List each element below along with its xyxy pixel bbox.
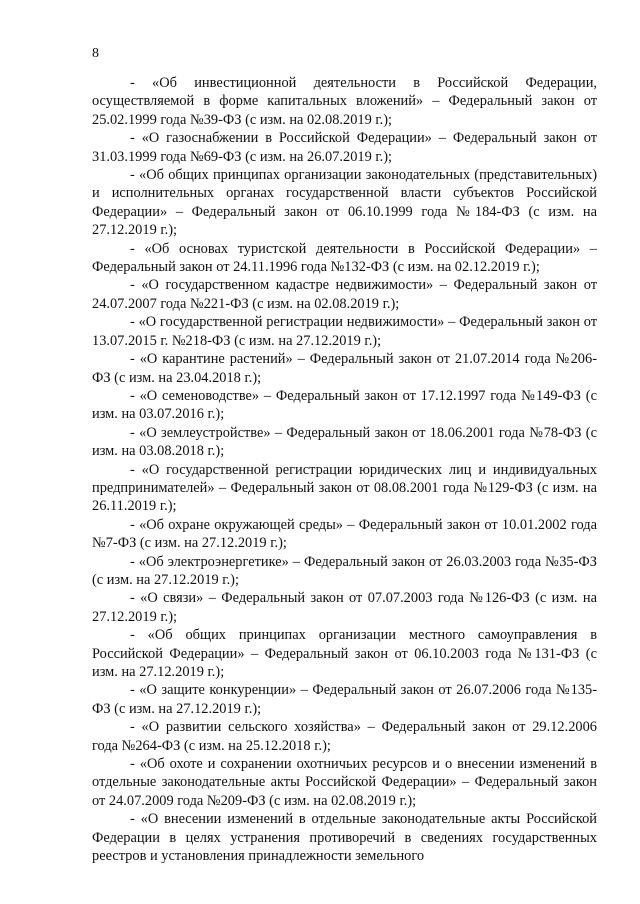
law-item: - «О государственной регистрации юридических лиц и индивидуальных предпринимателей» – Федеральный закон от 08.08.2001 года №129-ФЗ (с изм. на 26.11.2019 г.); bbox=[92, 461, 597, 515]
law-item: - «Об электроэнергетике» – Федеральный закон от 26.03.2003 года №35-ФЗ (с изм. на 27.12.2019 г.); bbox=[92, 553, 597, 588]
law-item: - «Об охоте и сохранении охотничьих ресурсов и о внесении изменений в отдельные законодательные акты Российской Федерации» – Федеральный закон от 24.07.2009 года №209-ФЗ (с изм. на 02.08.2019 г.); bbox=[92, 756, 597, 809]
law-item: - «Об охране окружающей среды» – Федеральный закон от 10.01.2002 года №7-ФЗ (с изм. на 27.12.2019 г.); bbox=[92, 516, 597, 552]
page-number: 8 bbox=[92, 46, 99, 61]
law-item: - «Об общих принципах организации местного самоуправления в Российской Федерации» – Федеральный закон от 06.10.2003 года №131-ФЗ (с изм. на 27.12.2019 г.); bbox=[92, 627, 597, 680]
document-body bbox=[92, 74, 597, 865]
law-item: - «О государственной регистрации недвижимости» – Федеральный закон от 13.07.2015 г. №218-ФЗ (с изм. на 27.12.2019 г.); bbox=[92, 314, 597, 349]
law-item: - «Об общих принципах организации законодательных (представительных) и исполнительных органах государственной власти субъектов Российской Федерации» – Федеральный закон от 06.10.1999 года №184-ФЗ (с изм. на 27.12.2019 г.); bbox=[92, 167, 597, 239]
law-item: - «О государственном кадастре недвижимости» – Федеральный закон от 24.07.2007 года №221-ФЗ (с изм. на 02.08.2019 г.); bbox=[92, 277, 597, 312]
law-item: - «О защите конкуренции» – Федеральный закон от 26.07.2006 года №135-ФЗ (с изм. на 27.12.2019 г.); bbox=[92, 682, 597, 717]
law-item: - «О карантине растений» – Федеральный закон от 21.07.2014 года №206-ФЗ (с изм. на 23.04.2018 г.); bbox=[92, 351, 597, 386]
law-item: - «О газоснабжении в Российской Федерации» – Федеральный закон от 31.03.1999 года №69-ФЗ (с изм. на 26.07.2019 г.); bbox=[92, 130, 597, 165]
law-item: - «О землеустройстве» – Федеральный закон от 18.06.2001 года №78-ФЗ (с изм. на 03.08.2018 г.); bbox=[92, 424, 597, 460]
law-item: - «О семеноводстве» – Федеральный закон от 17.12.1997 года №149-ФЗ (с изм. на 03.07.2016 г.); bbox=[92, 387, 597, 423]
law-item: - «Об инвестиционной деятельности в Российской Федерации, осуществляемой в форме капитальных вложений» – Федеральный закон от 25.02.1999 года №39-ФЗ (с изм. на 02.08.2019 г.); bbox=[92, 75, 597, 128]
law-item: - «О развитии сельского хозяйства» – Федеральный закон от 29.12.2006 года №264-ФЗ (с изм. на 25.12.2018 г.); bbox=[92, 719, 597, 754]
law-item: - «О внесении изменений в отдельные законодательные акты Российской Федерации в целях устранения противоречий в сведениях государственных реестров и установления принадлежности земельного bbox=[92, 811, 597, 865]
law-item: - «Об основах туристской деятельности в Российской Федерации» – Федеральный закон от 24.11.1996 года №132-ФЗ (с изм. на 02.12.2019 г.); bbox=[92, 240, 597, 276]
law-item: - «О связи» – Федеральный закон от 07.07.2003 года №126-ФЗ (с изм. на 27.12.2019 г.); bbox=[92, 590, 597, 625]
